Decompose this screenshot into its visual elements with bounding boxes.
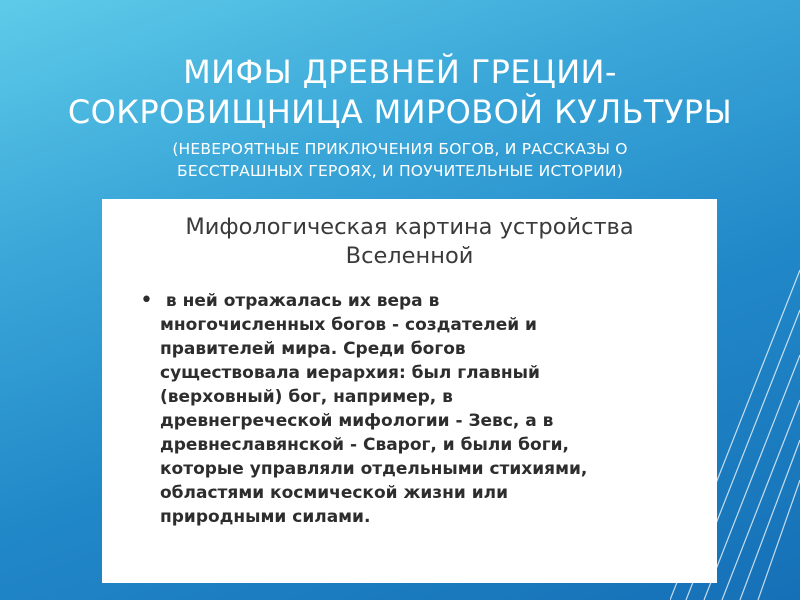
slide-subtitle-line-2: БЕССТРАШНЫХ ГЕРОЯХ, И ПОУЧИТЕЛЬНЫЕ ИСТОРИИ): [177, 162, 623, 180]
bullet-line: природными силами.: [160, 507, 371, 527]
bullet-line: которые управляли отдельными стихиями,: [160, 459, 588, 479]
bullet-line: (верховный) бог, например, в: [160, 387, 453, 407]
bullet-line: областями космической жизни или: [160, 483, 509, 503]
bullet-line: существовала иерархия: был главный: [160, 363, 540, 383]
bullet-text: [160, 289, 705, 529]
bullet-line: правителей мира. Среди богов: [160, 339, 466, 359]
content-card: [102, 199, 717, 583]
slide-title-line-1: МИФЫ ДРЕВНЕЙ ГРЕЦИИ-: [183, 53, 617, 91]
slide-title-block: [0, 52, 800, 182]
card-heading: [102, 213, 717, 271]
bullet-line: древнеславянской - Сварог, и были боги,: [160, 435, 569, 455]
bullet-line: в ней отражалась их вера в: [160, 291, 440, 311]
slide-subtitle-line-1: (НЕВЕРОЯТНЫЕ ПРИКЛЮЧЕНИЯ БОГОВ, И РАССКАЗЫ О: [172, 140, 628, 158]
slide-subtitle: [0, 138, 800, 182]
card-heading-line-1: Мифологическая картина устройства: [185, 214, 634, 240]
card-heading-line-2: Вселенной: [345, 243, 474, 269]
bullet-line: древнегреческой мифологии - Зевс, а в: [160, 411, 554, 431]
bullet-line: многочисленных богов - создателей и: [160, 315, 537, 335]
bullet-marker: •: [140, 288, 153, 313]
slide-title-line-2: СОКРОВИЩНИЦА МИРОВОЙ КУЛЬТУРЫ: [67, 93, 733, 131]
